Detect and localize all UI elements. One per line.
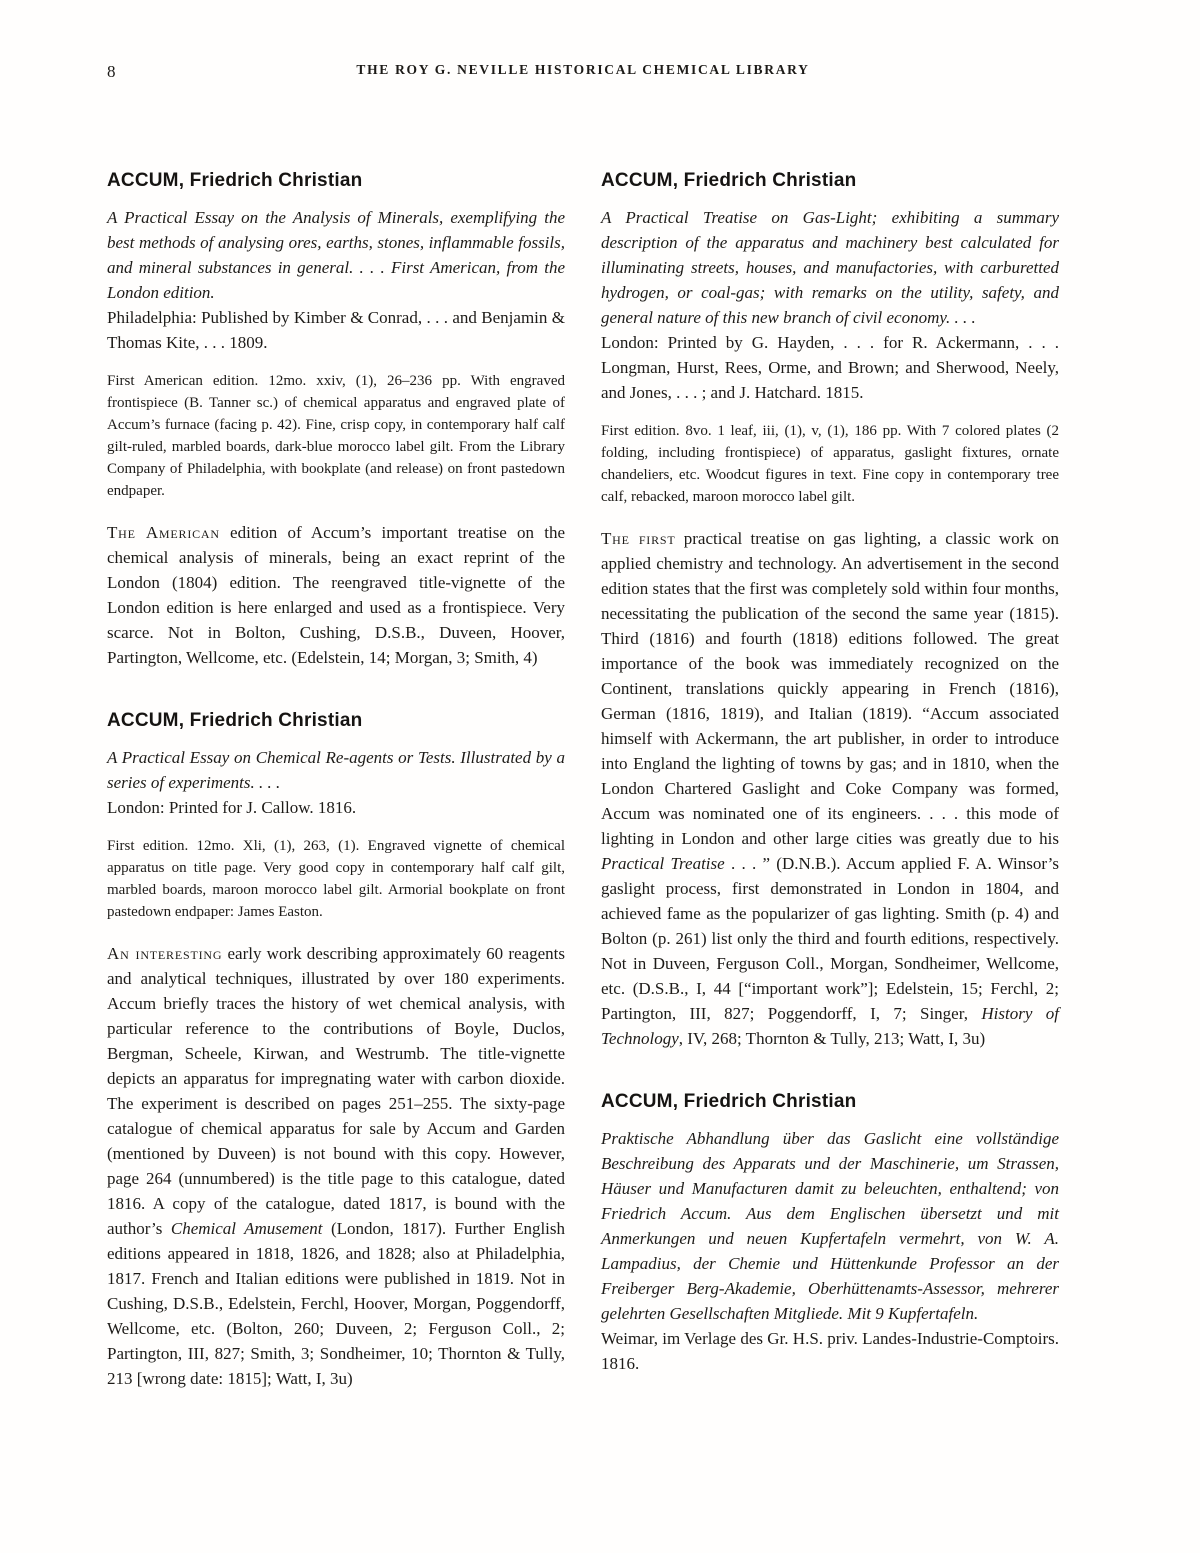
right-column (601, 170, 1059, 1391)
entry-imprint: London: Printed for J. Callow. 1816. (107, 798, 357, 817)
catalog-entry-2 (107, 710, 565, 1391)
entry-heading: ACCUM, Friedrich Christian (107, 710, 363, 731)
catalog-entry-1 (107, 170, 565, 670)
entry-heading: ACCUM, Friedrich Christian (107, 170, 363, 191)
entry-imprint: Weimar, im Verlage des Gr. H.S. priv. Landes-Industrie-Comptoirs. 1816. (601, 1329, 1059, 1373)
entry-collation: First American edition. 12mo. xxiv, (1), 26–236 pp. With engraved frontispiece (B. Tanner sc.) of chemical apparatus and engraved plate of Accum’s furnace (facing p. 42). Fine, crisp copy, in contemporary half calf gilt-ruled, marbled boards, dark-blue morocco label gilt. From the Library Company of Philadelphia, with bookplate (and release) on front pastedown endpaper. (107, 373, 565, 499)
running-title: THE ROY G. NEVILLE HISTORICAL CHEMICAL LIBRARY (356, 62, 810, 77)
entry-heading: ACCUM, Friedrich Christian (601, 170, 857, 191)
entry-title: A Practical Essay on Chemical Re-agents or Tests. Illustrated by a series of experiments. . . . (107, 748, 565, 792)
catalog-entry-4 (601, 1091, 1059, 1376)
entry-heading: ACCUM, Friedrich Christian (601, 1091, 857, 1112)
catalog-entry-3 (601, 170, 1059, 1051)
entry-title: Praktische Abhandlung über das Gaslicht eine vollständige Beschreibung des Apparats und der Maschinerie, um Strassen, Häuser und Manufacturen damit zu beleuchten, enthaltend; von Friedrich Accum. Aus dem Englischen übersetzt und mit Anmerkungen und neuen Kupfertafeln vermehrt, von W. A. Lampadius, der Chemie und Hüttenkunde Professor an der Freiberger Berg-Akademie, Oberhüttenamts-Assessor, mehrerer gelehrten Gesellschaften Mitgliede. Mit 9 Kupfertafeln. (601, 1129, 1059, 1323)
page-number: 8 (107, 62, 116, 81)
two-column-layout (107, 170, 1059, 1391)
entry-title: A Practical Treatise on Gas-Light; exhibiting a summary description of the apparatus and machinery best calculated for illuminating streets, houses, and manufactories, with carburetted hydrogen, or coal-gas; with remarks on the utility, safety, and general nature of this new branch of civil economy. . . . (601, 208, 1059, 327)
entry-note: The first practical treatise on gas lighting, a classic work on applied chemistry and technology. An advertisement in the second edition states that the first was completely sold within four months, necessitating the publication of the second the same year (1815). Third (1816) and fourth (1818) editions followed. The great importance of the book was immediately recognized on the Continent, translations quickly appearing in French (1816), German (1816, 1819), and Italian (1819). “Accum associated himself with Ackermann, the art publisher, in order to introduce into England the lighting of towns by gas; and in 1810, when the London Chartered Gaslight and Coke Company was formed, Accum was nominated one of its engineers. . . . this mode of lighting in London and other large cities was greatly due to his Practical Treatise . . . ” (D.N.B.). Accum applied F. A. Winsor’s gaslight process, first demonstrated in London in 1804, and achieved fame as the popularizer of gas lighting. Smith (p. 4) and Bolton (p. 261) list only the third and fourth editions, respectively. Not in Duveen, Ferguson Coll., Morgan, Sondheimer, Wellcome, etc. (D.S.B., I, 44 [“important work”]; Edelstein, 15; Ferchl, 2; Partington, III, 827; Poggendorff, I, 7; Singer, History of Technology, IV, 268; Thornton & Tully, 213; Watt, I, 3u) (601, 529, 1059, 1048)
entry-title: A Practical Essay on the Analysis of Minerals, exemplifying the best methods of analysing ores, earths, stones, inflammable fossils, and mineral substances in general. . . . First American, from the London edition. (107, 208, 565, 302)
entry-note: An interesting early work describing approximately 60 reagents and analytical techniques, illustrated by over 180 experiments. Accum briefly traces the history of wet chemical analysis, with particular reference to the contributions of Boyle, Duclos, Bergman, Scheele, Kirwan, and Westrumb. The title-vignette depicts an apparatus for impregnating water with carbon dioxide. The experiment is described on pages 251–255. The sixty-page catalogue of chemical apparatus for sale by Accum and Garden (mentioned by Duveen) is not bound with this copy. However, page 264 (unnumbered) is the title page to this catalogue, dated 1816. A copy of the catalogue, dated 1817, is bound with the author’s Chemical Amusement (London, 1817). Further English editions appeared in 1818, 1826, and 1828; also at Philadelphia, 1817. French and Italian editions were published in 1819. Not in Cushing, D.S.B., Edelstein, Ferchl, Hoover, Morgan, Poggendorff, Wellcome, etc. (Bolton, 260; Duveen, 2; Ferguson Coll., 2; Partington, III, 827; Smith, 3; Sondheimer, 10; Thornton & Tully, 213 [wrong date: 1815]; Watt, I, 3u) (107, 944, 566, 1388)
entry-note: The American edition of Accum’s important treatise on the chemical analysis of minerals, being an exact reprint of the London (1804) edition. The reengraved title-vignette of the London edition is here enlarged and used as a frontispiece. Very scarce. Not in Bolton, Cushing, D.S.B., Duveen, Hoover, Partington, Wellcome, etc. (Edelstein, 14; Morgan, 3; Smith, 4) (107, 523, 566, 667)
entry-imprint: Philadelphia: Published by Kimber & Conrad, . . . and Benjamin & Thomas Kite, . . . 1809. (107, 308, 565, 352)
entry-collation: First edition. 12mo. Xli, (1), 263, (1). Engraved vignette of chemical apparatus on title page. Very good copy in contemporary half calf gilt, marbled boards, maroon morocco label gilt. Armorial bookplate on front pastedown endpaper: James Easton. (107, 838, 565, 920)
left-column (107, 170, 565, 1391)
entry-imprint: London: Printed by G. Hayden, . . . for R. Ackermann, . . . Longman, Hurst, Rees, Orme, and Brown; and Sherwood, Neely, and Jones, . . . ; and J. Hatchard. 1815. (601, 333, 1059, 402)
entry-collation: First edition. 8vo. 1 leaf, iii, (1), v, (1), 186 pp. With 7 colored plates (2 folding, including frontispiece) of apparatus, gaslight fixtures, ornate chandeliers, etc. Woodcut figures in text. Fine copy in contemporary tree calf, rebacked, maroon morocco label gilt. (601, 423, 1059, 505)
page-header (107, 62, 1059, 84)
